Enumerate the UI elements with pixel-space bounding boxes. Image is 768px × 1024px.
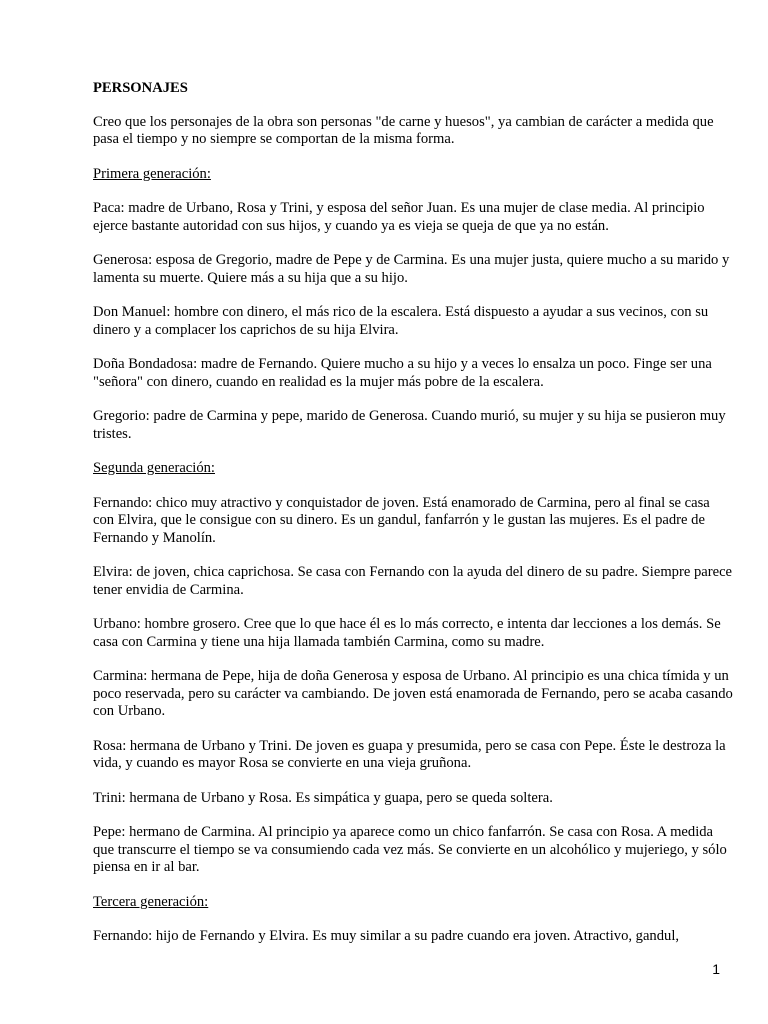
character-generosa: Generosa: esposa de Gregorio, madre de Pepe y de Carmina. Es una mujer justa, quiere mucho a su marido y lamenta su muerte. Quiere más a su hija que a su hijo. [93, 252, 730, 286]
character-paca: Paca: madre de Urbano, Rosa y Trini, y esposa del señor Juan. Es una mujer de clase media. Al principio ejerce bastante autoridad con sus hijos, y cuando ya es vieja se queja de que ya no están. [93, 200, 705, 234]
character-carmina: Carmina: hermana de Pepe, hija de doña Generosa y esposa de Urbano. Al principio es una chica tímida y un poco reservada, pero su carácter va cambiando. De joven está enamorada de Fernando, pero se acaba casando con Urbano. [93, 668, 733, 719]
document-title: PERSONAJES [93, 80, 188, 96]
character-rosa: Rosa: hermana de Urbano y Trini. De joven es guapa y presumida, pero se casa con Pepe. Éste le destroza la vida, y cuando es mayor Rosa se convierte en una vieja gruñona. [93, 737, 726, 771]
page-number: 1 [712, 961, 720, 977]
document-page [93, 80, 733, 963]
section-heading: Primera generación: [93, 165, 211, 182]
section-segunda-generacion [93, 460, 733, 877]
section-primera-generacion [93, 166, 733, 444]
character-gregorio: Gregorio: padre de Carmina y pepe, marido de Generosa. Cuando murió, su mujer y su hija se pusieron muy tristes. [93, 408, 726, 442]
intro-paragraph: Creo que los personajes de la obra son personas "de carne y huesos", ya cambian de carácter a medida que pasa el tiempo y no siempre se comportan de la misma forma. [93, 113, 714, 147]
character-fernando: Fernando: chico muy atractivo y conquistador de joven. Está enamorado de Carmina, pero al final se casa con Elvira, que le consigue con su dinero. Es un gandul, fanfarrón y le gustan las mujeres. Es el padre de Fernando y Manolín. [93, 494, 710, 546]
section-tercera-generacion [93, 894, 733, 946]
section-heading: Tercera generación: [93, 893, 209, 910]
character-don-manuel: Don Manuel: hombre con dinero, el más rico de la escalera. Está dispuesto a ayudar a sus vecinos, con su dinero y a complacer los caprichos de su hija Elvira. [93, 304, 709, 338]
character-fernando-hijo: Fernando: hijo de Fernando y Elvira. Es muy similar a su padre cuando era joven. Atractivo, gandul, [93, 928, 680, 944]
character-trini: Trini: hermana de Urbano y Rosa. Es simpática y guapa, pero se queda soltera. [93, 789, 553, 806]
character-pepe: Pepe: hermano de Carmina. Al principio ya aparece como un chico fanfarrón. Se casa con Rosa. A medida que transcurre el tiempo se va consumiendo cada vez más. Se convierte en un alcohólico y mujeriego, y sólo piensa en ir al bar. [93, 824, 727, 875]
character-urbano: Urbano: hombre grosero. Cree que lo que hace él es lo más correcto, e intenta dar lecciones a los demás. Se casa con Carmina y tiene una hija llamada también Carmina, como su madre. [93, 616, 721, 650]
section-heading: Segunda generación: [93, 460, 215, 476]
character-elvira: Elvira: de joven, chica caprichosa. Se casa con Fernando con la ayuda del dinero de su padre. Siempre parece tener envidia de Carmina. [93, 564, 733, 598]
character-dona-bondadosa: Doña Bondadosa: madre de Fernando. Quiere mucho a su hijo y a veces lo ensalza un poco. Finge ser una "señora" con dinero, cuando en realidad es la mujer más pobre de la escalera. [93, 356, 712, 390]
